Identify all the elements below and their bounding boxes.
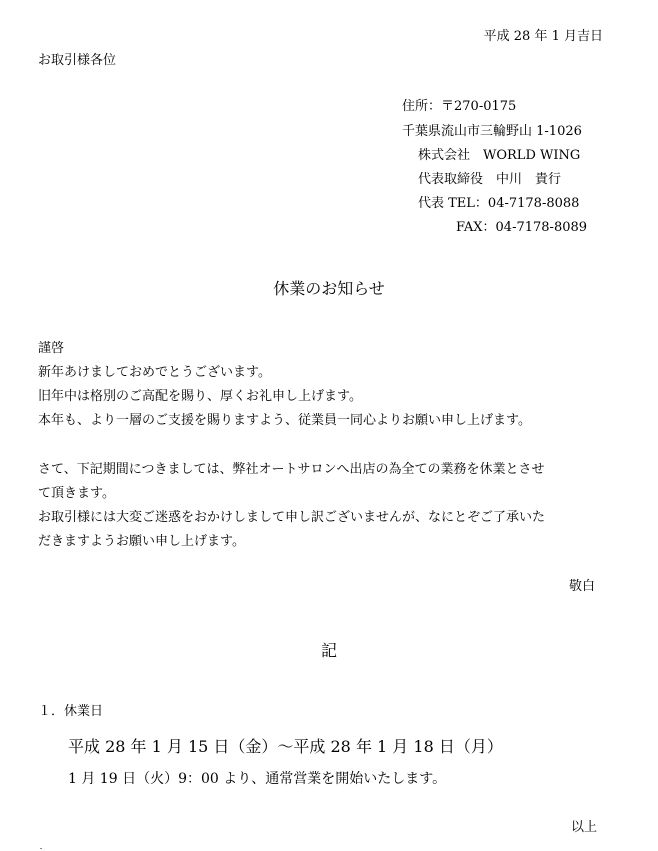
body-line: だきますようお願い申し上げます。 xyxy=(38,534,245,549)
body-line: 新年あけましておめでとうございます。 xyxy=(38,365,271,380)
sender-representative: 代表取締役 中川 貴行 xyxy=(418,172,562,187)
body-line: 旧年中は格別のご高配を賜り、厚くお礼申し上げます。 xyxy=(38,389,362,404)
page-mark xyxy=(40,848,42,849)
body-line: て頂きます。 xyxy=(38,486,115,501)
sender-tel: 代表 TEL：04-7178-8088 xyxy=(418,196,580,211)
closing-word: 敬白 xyxy=(568,579,595,594)
body-line: 本年も、より一層のご支援を賜りますよう、従業員一同心よりお願い申し上げます。 xyxy=(38,413,531,428)
body-line: お取引様には大変ご迷惑をおかけしまして申し訳ございませんが、なにとぞご了承いた xyxy=(38,510,546,525)
document-title: 休業のお知らせ xyxy=(273,279,385,298)
end-mark: 以上 xyxy=(570,820,597,835)
notes-heading: 記 xyxy=(320,641,337,660)
salutation: 謹啓 xyxy=(38,341,65,356)
sender-address: 千葉県流山市三輪野山 1-1026 xyxy=(402,124,582,139)
document-date: 平成 28 年 1 月吉日 xyxy=(483,29,603,44)
item-label: １．休業日 xyxy=(38,704,104,719)
holiday-period: 平成 28 年 1 月 15 日（金）～平成 28 年 1 月 18 日（月） xyxy=(68,737,503,756)
resume-notice: 1 月 19 日（火）9：00 より、通常営業を開始いたします。 xyxy=(68,771,447,787)
addressee: お取引様各位 xyxy=(38,53,117,68)
sender-address-label: 住所：〒270-0175 xyxy=(402,99,517,114)
sender-company: 株式会社 WORLD WING xyxy=(418,148,581,163)
sender-fax: FAX：04-7178-8089 xyxy=(456,220,588,235)
body-line: さて、下記期間につきましては、弊社オートサロンへ出店の為全ての業務を休業とさせ xyxy=(38,462,545,477)
